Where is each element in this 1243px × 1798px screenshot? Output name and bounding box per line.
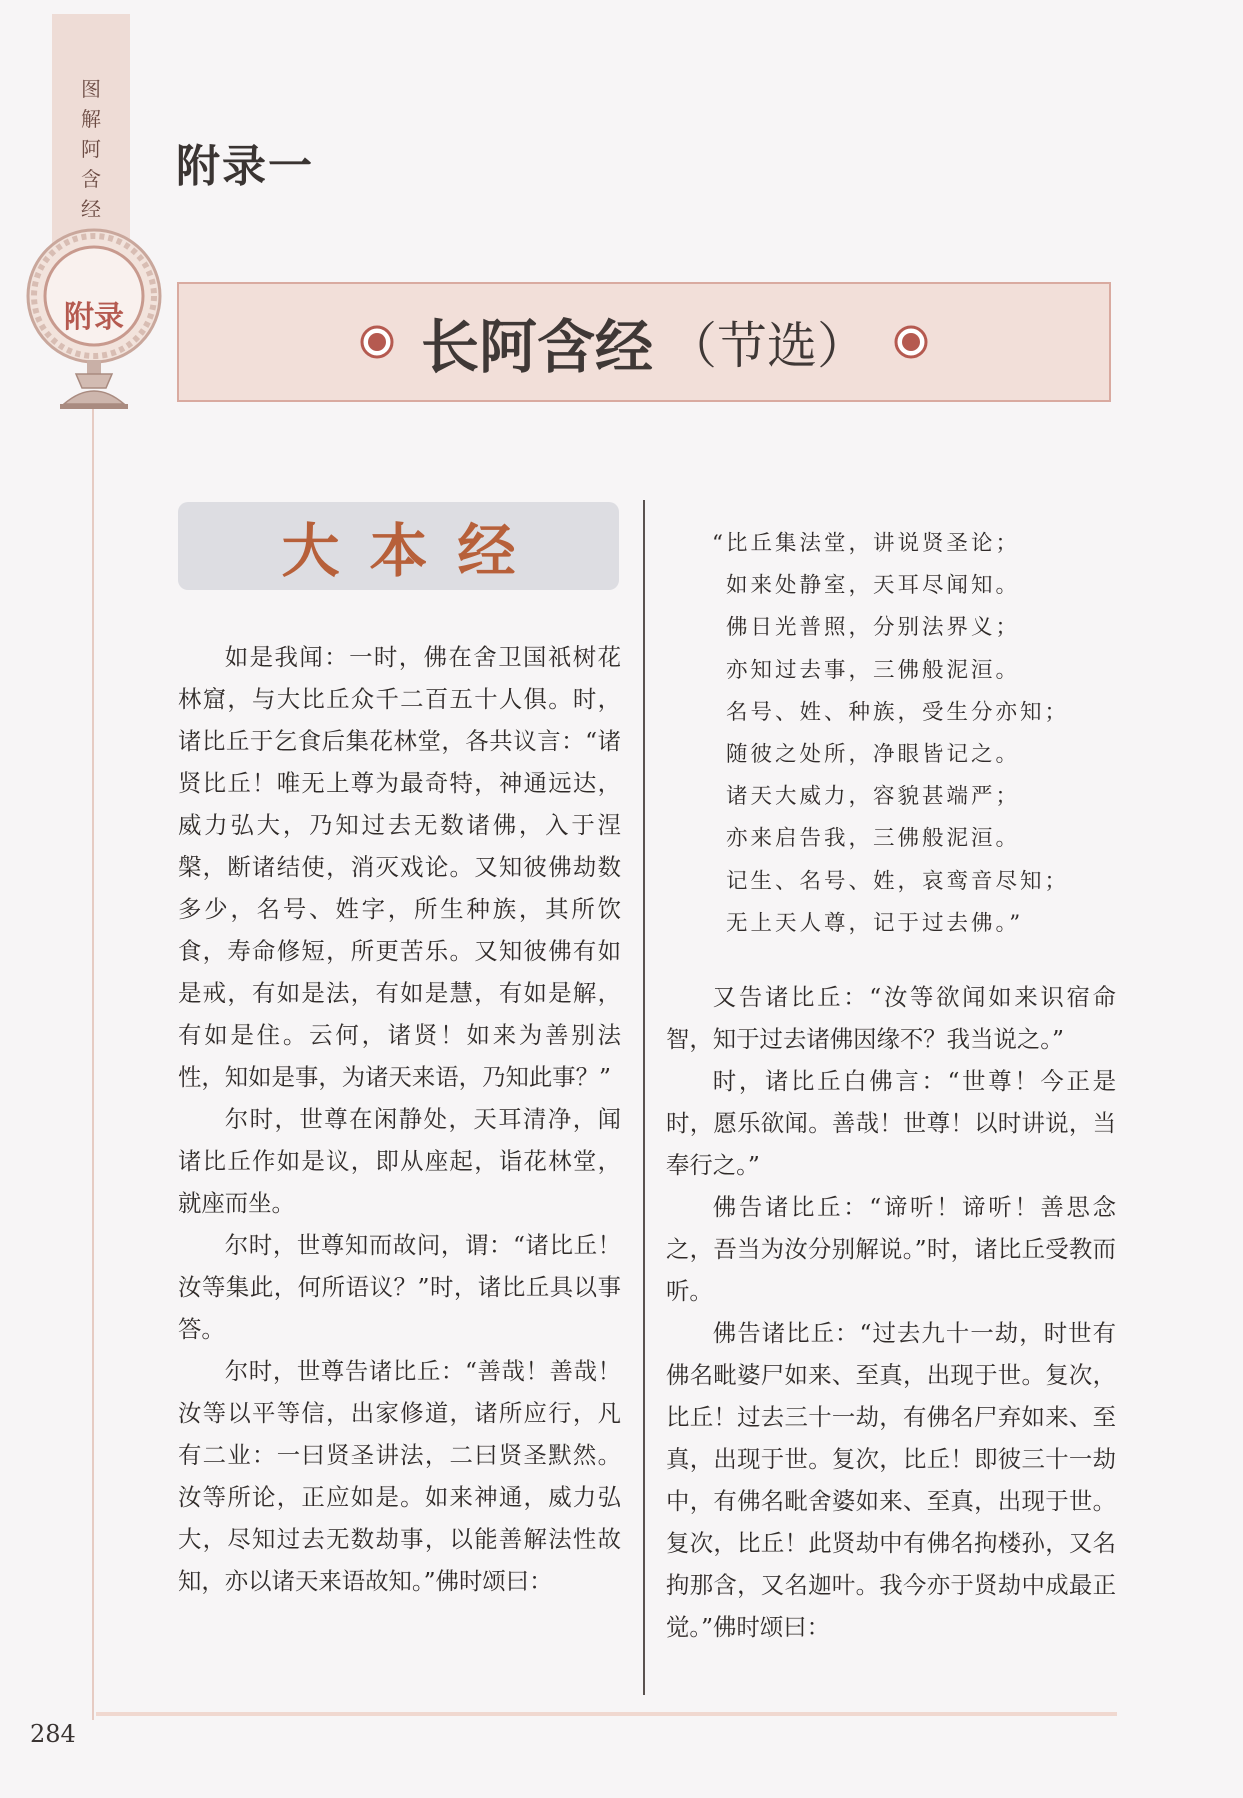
- right-column-text: [666, 976, 1116, 1648]
- page-number: 284: [30, 1720, 76, 1748]
- side-tab-char: 图: [81, 77, 101, 101]
- verse-line: 亦知过去事，三佛般泥洹。: [726, 657, 1021, 683]
- section-title-box: [178, 502, 619, 590]
- verse-line: 诸天大威力，容貌甚端严；: [726, 784, 1021, 810]
- scripture-title-banner: [177, 282, 1111, 402]
- verse-line: 名号、姓、种族，受生分亦知；: [726, 699, 1070, 725]
- paragraph: 尔时，世尊知而故问，谓：“诸比丘！汝等集此，何所语议？”时，诸比丘具以事答。: [178, 1231, 621, 1343]
- paragraph: 如是我闻：一时，佛在舍卫国祇树花林窟，与大比丘众千二百五十人俱。时，诸比丘于乞食后集花林堂，各共议言：“诸贤比丘！唯无上尊为最奇特，神通远达，威力弘大，乃知过去无数诸佛，入于涅槃，断诸结使，消灭戏论。又知彼佛劫数多少，名号、姓字，所生种族，其所饮食，寿命修短，所更苦乐。又知彼佛有如是戒，有如是法，有如是慧，有如是解，有如是住。云何，诸贤！如来为善别法性，知如是事，为诸天来语，乃知此事？”: [178, 643, 621, 1091]
- verse-line: 无上天人尊，记于过去佛。”: [726, 910, 1024, 936]
- verse-line: 记生、名号、姓，哀鸾音尽知；: [726, 868, 1070, 894]
- paragraph: 尔时，世尊告诸比丘：“善哉！善哉！汝等以平等信，出家修道，诸所应行，凡有二业：一曰贤圣讲法，二曰贤圣默然。汝等所论，正应如是。如来神通，威力弘大，尽知过去无数劫事，以能善解法性故知，亦以诸天来语故知。”佛时颂曰：: [178, 1357, 621, 1595]
- paragraph: 又告诸比丘：“汝等欲闻如来识宿命智，知于过去诸佛因缘不？我当说之。”: [666, 983, 1116, 1053]
- verse-line: “比丘集法堂，讲说贤圣论；: [712, 531, 1020, 556]
- side-tab-char: 阿: [81, 137, 101, 161]
- bullet-dot-icon: [893, 324, 929, 360]
- side-tab-char: 含: [81, 167, 101, 191]
- side-margin-line: [92, 400, 94, 1720]
- paragraph: 尔时，世尊在闲静处，天耳清净，闻诸比丘作如是议，即从座起，诣花林堂，就座而坐。: [178, 1105, 621, 1217]
- appendix-heading: 附录一: [176, 141, 314, 192]
- verse-line: 如来处静室，天耳尽闻知。: [726, 573, 1021, 599]
- paragraph: 佛告诸比丘：“过去九十一劫，时世有佛名毗婆尸如来、至真，出现于世。复次，比丘！过去三十一劫，有佛名尸弃如来、至真，出现于世。复次，比丘！即彼三十一劫中，有佛名毗舍婆如来、至真，出现于世。复次，比丘！此贤劫中有佛名拘楼孙，又名拘那含，又名迦叶。我今亦于贤劫中成最正觉。”佛时颂曰：: [666, 1319, 1116, 1641]
- left-column-text: [178, 636, 621, 1602]
- verse-line: 亦来启告我，三佛般泥洹。: [726, 826, 1021, 852]
- verse-line: 随彼之处所，净眼皆记之。: [726, 742, 1021, 768]
- scripture-title: 长阿含经: [420, 313, 653, 381]
- paragraph: 时，诸比丘白佛言：“世尊！今正是时，愿乐欲闻。善哉！世尊！以时讲说，当奉行之。”: [666, 1067, 1116, 1179]
- section-title: 大本经: [281, 517, 546, 585]
- side-tab-char: 经: [81, 197, 101, 221]
- scripture-title-note: （节选）: [667, 317, 867, 375]
- verse-line: 佛日光普照，分别法界义；: [726, 615, 1021, 641]
- appendix-badge: 附录: [64, 300, 124, 335]
- paragraph: 佛告诸比丘：“谛听！谛听！善思念之，吾当为汝分别解说。”时，诸比丘受教而听。: [666, 1193, 1116, 1305]
- side-tab-char: 解: [81, 107, 101, 131]
- column-divider: [643, 500, 645, 1695]
- bullet-dot-icon: [359, 324, 395, 360]
- side-tab-book-title: [78, 74, 104, 224]
- verse-block: [712, 523, 1126, 945]
- footer-rule: [96, 1712, 1117, 1716]
